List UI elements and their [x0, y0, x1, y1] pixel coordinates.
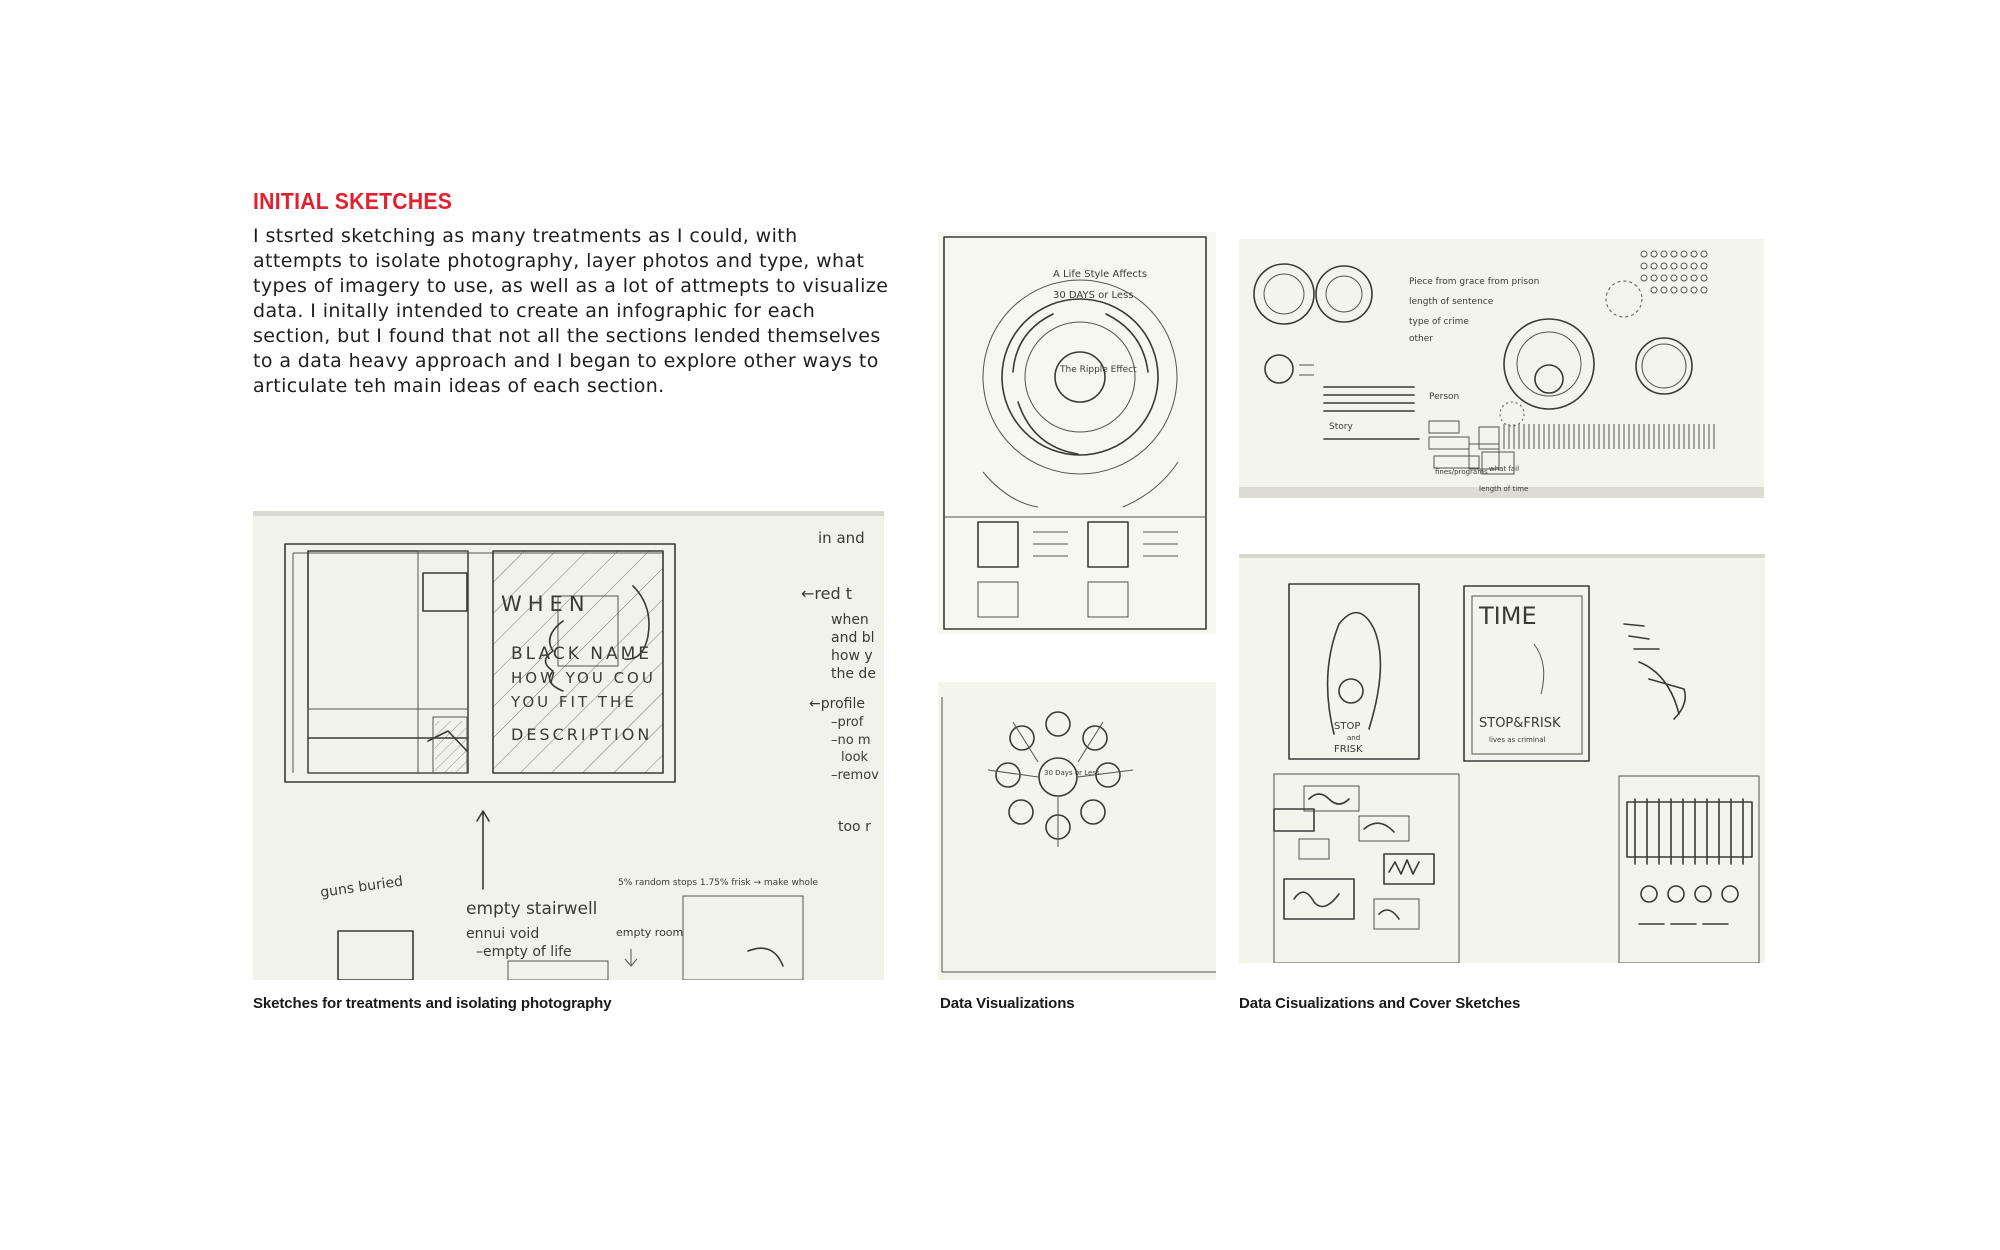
note-no-m: –no m [831, 733, 871, 748]
note-empty-stairwell: empty stairwell [466, 899, 598, 919]
cover-stopfrisk: STOP&FRISK [1479, 716, 1561, 731]
note-guns-buried: guns buried [319, 873, 405, 901]
cover-and: and [1347, 734, 1361, 742]
intro-paragraph: I stsrted sketching as many treatments as I could, with attempts to isolate photography, layer photos and type, what types of imagery to use, as well as a lot of attmepts to visualize data. I initally intended to create an infographic for each section, but I found that not all the sections lended themselves to a data heavy approach and I began to explore other ways to articulate teh main ideas of each section. [253, 225, 889, 397]
note-how: how y [831, 648, 873, 664]
label-story: Story [1329, 422, 1353, 432]
data-vis-wide-sketch-image [1239, 239, 1764, 498]
treatment-sketch-drawing [253, 511, 884, 980]
note-when: when [831, 612, 869, 628]
treatment-sketch-caption: Sketches for treatments and isolating photography [253, 995, 612, 1012]
cover-sketch-caption: Data Cisualizations and Cover Sketches [1239, 995, 1521, 1012]
note-profile: ←profile [809, 696, 865, 712]
label-length: length of sentence [1409, 297, 1494, 307]
page-title-label: A Life Style Affects [1053, 269, 1148, 280]
cover-lives: lives as criminal [1489, 736, 1546, 744]
label-length-of-time: length of time [1479, 485, 1529, 493]
page-subtitle-label: 30 DAYS or Less [1053, 290, 1134, 301]
note-and-bl: and bl [831, 630, 875, 646]
note-stat: 5% random stops 1.75% frisk → make whole [618, 878, 819, 888]
data-vis-circle-drawing [938, 682, 1216, 980]
data-vis-wide-drawing [1239, 239, 1764, 498]
label-what-fail: what fail [1489, 465, 1520, 473]
cover-stop: STOP [1334, 721, 1361, 732]
poster-text-line-2: BLACK NAME [511, 644, 653, 664]
note-empty-room: empty room [616, 926, 684, 939]
note-empty-of-life: –empty of life [476, 944, 572, 960]
cover-frisk: FRISK [1334, 744, 1363, 755]
data-vis-caption: Data Visualizations [940, 995, 1075, 1012]
data-vis-page-drawing [938, 232, 1216, 634]
note-remov: –remov [831, 768, 879, 783]
cover-sketch-image [1239, 554, 1765, 963]
note-look: look [841, 750, 869, 765]
label-piece: Piece from grace from prison [1409, 277, 1540, 287]
dot-grid [1641, 251, 1707, 293]
treatment-sketch-image [253, 511, 884, 980]
label-person: Person [1429, 392, 1460, 402]
note-in-and: in and [818, 529, 865, 547]
poster-text-line-3: HOW YOU COU [511, 669, 656, 687]
note-ennui: ennui void [466, 926, 540, 942]
center-label: The Ripple Effect [1060, 365, 1137, 375]
note-too: too r [838, 819, 871, 835]
cover-time: TIME [1479, 602, 1537, 630]
poster-text-line-5: DESCRIPTION [511, 725, 653, 744]
note-red: ←red t [801, 584, 852, 603]
label-other: other [1409, 334, 1433, 344]
label-type: type of crime [1409, 317, 1469, 327]
data-vis-circle-sketch-image [938, 682, 1216, 980]
circle-center-label: 30 Days or Less [1044, 769, 1100, 777]
cover-sketch-drawing [1239, 554, 1765, 963]
data-vis-page-sketch-image [938, 232, 1216, 634]
section-heading: INITIAL SKETCHES [253, 188, 453, 214]
note-prof: –prof [831, 715, 864, 730]
poster-text-line-1: WHEN [501, 592, 591, 616]
poster-text-line-4: YOU FIT THE [511, 693, 637, 711]
label-fines: fines/programs [1435, 468, 1488, 476]
note-the-de: the de [831, 666, 876, 682]
